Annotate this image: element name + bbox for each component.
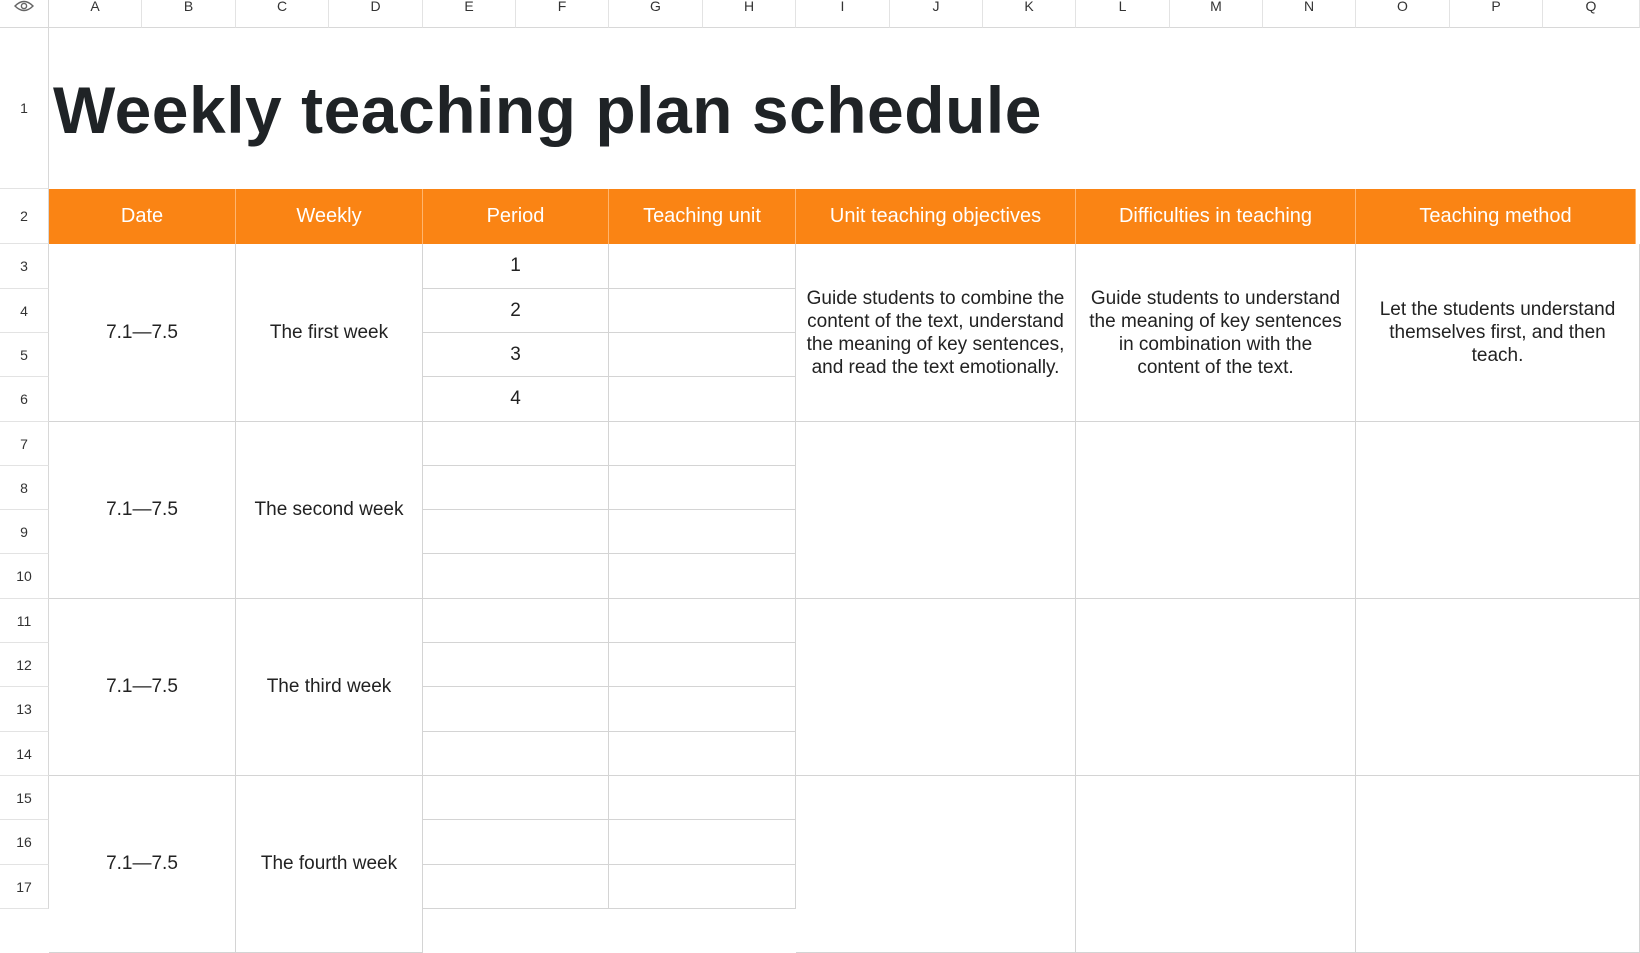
method-cell[interactable]: Let the students understand themselves first, and then teach.	[1356, 244, 1640, 422]
teaching-unit-cell[interactable]	[609, 820, 796, 865]
row-header-13[interactable]: 13	[0, 687, 49, 732]
difficulties-cell[interactable]	[1076, 599, 1356, 776]
column-header-m[interactable]: M	[1170, 0, 1263, 28]
teaching-unit-cell[interactable]	[609, 377, 796, 422]
period-cell[interactable]	[423, 776, 609, 820]
column-header-q[interactable]: Q	[1543, 0, 1640, 28]
date-cell[interactable]: 7.1—7.5	[49, 244, 236, 422]
row-header-10[interactable]: 10	[0, 554, 49, 599]
header-date[interactable]: Date	[49, 189, 236, 244]
row-header-1[interactable]: 1	[0, 28, 49, 189]
row-header-2[interactable]: 2	[0, 189, 49, 244]
header-teaching-method[interactable]: Teaching method	[1356, 189, 1636, 244]
period-cell[interactable]: 1	[423, 244, 609, 289]
row-header-15[interactable]: 15	[0, 776, 49, 820]
period-cell[interactable]	[423, 466, 609, 510]
teaching-unit-cell[interactable]	[609, 599, 796, 643]
objectives-cell[interactable]	[796, 776, 1076, 953]
period-cell[interactable]	[423, 687, 609, 732]
header-unit-teaching-objectives[interactable]: Unit teaching objectives	[796, 189, 1076, 244]
method-cell[interactable]	[1356, 422, 1640, 599]
row-header-14[interactable]: 14	[0, 732, 49, 776]
objectives-cell[interactable]	[796, 599, 1076, 776]
period-cell[interactable]: 4	[423, 377, 609, 422]
week-label-cell[interactable]: The third week	[236, 599, 423, 776]
teaching-unit-cell[interactable]	[609, 732, 796, 776]
teaching-unit-cell[interactable]	[609, 865, 796, 909]
teaching-unit-cell[interactable]	[609, 643, 796, 687]
period-cell[interactable]	[423, 643, 609, 687]
column-header-j[interactable]: J	[890, 0, 983, 28]
column-header-k[interactable]: K	[983, 0, 1076, 28]
method-cell[interactable]	[1356, 776, 1640, 953]
header-weekly[interactable]: Weekly	[236, 189, 423, 244]
teaching-unit-cell[interactable]	[609, 776, 796, 820]
row-header-9[interactable]: 9	[0, 510, 49, 554]
column-header-a[interactable]: A	[49, 0, 142, 28]
row-header-11[interactable]: 11	[0, 599, 49, 643]
teaching-unit-cell[interactable]	[609, 554, 796, 599]
header-teaching-unit[interactable]: Teaching unit	[609, 189, 796, 244]
date-cell[interactable]: 7.1—7.5	[49, 422, 236, 599]
column-header-g[interactable]: G	[609, 0, 703, 28]
row-header-6[interactable]: 6	[0, 377, 49, 422]
teaching-unit-cell[interactable]	[609, 289, 796, 333]
period-cell[interactable]	[423, 865, 609, 909]
sheet-corner[interactable]	[0, 0, 49, 28]
week-label-cell[interactable]: The first week	[236, 244, 423, 422]
row-header-17[interactable]: 17	[0, 865, 49, 909]
difficulties-cell[interactable]: Guide students to understand the meaning of key sentences in combination with the content of the text.	[1076, 244, 1356, 422]
period-cell[interactable]	[423, 510, 609, 554]
period-cell[interactable]	[423, 599, 609, 643]
difficulties-cell[interactable]	[1076, 422, 1356, 599]
difficulties-cell[interactable]	[1076, 776, 1356, 953]
period-cell[interactable]: 3	[423, 333, 609, 377]
teaching-unit-cell[interactable]	[609, 244, 796, 289]
header-period[interactable]: Period	[423, 189, 609, 244]
header-difficulties-in-teaching[interactable]: Difficulties in teaching	[1076, 189, 1356, 244]
row-header-4[interactable]: 4	[0, 289, 49, 333]
teaching-unit-cell[interactable]	[609, 687, 796, 732]
column-header-b[interactable]: B	[142, 0, 236, 28]
date-cell[interactable]: 7.1—7.5	[49, 776, 236, 953]
date-cell[interactable]: 7.1—7.5	[49, 599, 236, 776]
teaching-unit-cell[interactable]	[609, 422, 796, 466]
sheet-title[interactable]: Weekly teaching plan schedule	[53, 73, 1042, 147]
column-header-p[interactable]: P	[1450, 0, 1543, 28]
column-header-d[interactable]: D	[329, 0, 423, 28]
period-cell[interactable]	[423, 554, 609, 599]
column-header-e[interactable]: E	[423, 0, 516, 28]
week-label-cell[interactable]: The second week	[236, 422, 423, 599]
teaching-unit-cell[interactable]	[609, 466, 796, 510]
column-header-o[interactable]: O	[1356, 0, 1450, 28]
column-header-h[interactable]: H	[703, 0, 796, 28]
column-header-c[interactable]: C	[236, 0, 329, 28]
column-header-l[interactable]: L	[1076, 0, 1170, 28]
teaching-unit-cell[interactable]	[609, 333, 796, 377]
objectives-cell[interactable]	[796, 422, 1076, 599]
row-header-7[interactable]: 7	[0, 422, 49, 466]
period-cell[interactable]	[423, 422, 609, 466]
period-cell[interactable]: 2	[423, 289, 609, 333]
column-header-i[interactable]: I	[796, 0, 890, 28]
row-header-12[interactable]: 12	[0, 643, 49, 687]
teaching-unit-cell[interactable]	[609, 510, 796, 554]
column-header-f[interactable]: F	[516, 0, 609, 28]
objectives-cell[interactable]: Guide students to combine the content of the text, understand the meaning of key sentences, and read the text emotionally.	[796, 244, 1076, 422]
period-cell[interactable]	[423, 820, 609, 865]
row-header-16[interactable]: 16	[0, 820, 49, 865]
row-header-3[interactable]: 3	[0, 244, 49, 289]
eye-icon[interactable]	[14, 0, 34, 17]
column-header-n[interactable]: N	[1263, 0, 1356, 28]
row-header-8[interactable]: 8	[0, 466, 49, 510]
period-cell[interactable]	[423, 732, 609, 776]
method-cell[interactable]	[1356, 599, 1640, 776]
row-header-5[interactable]: 5	[0, 333, 49, 377]
week-label-cell[interactable]: The fourth week	[236, 776, 423, 953]
